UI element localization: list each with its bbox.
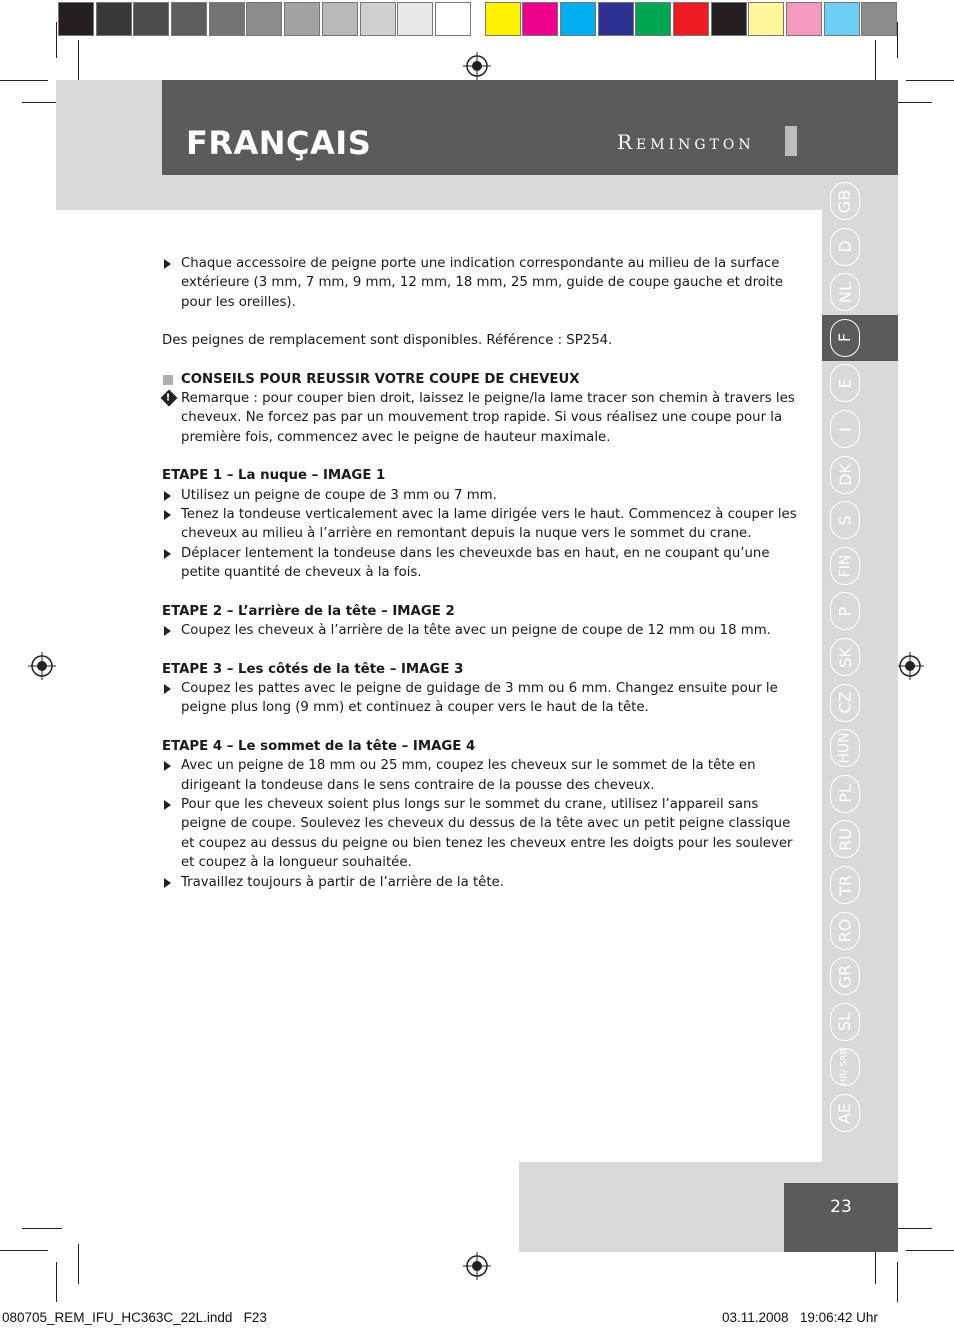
language-tab-label: TR	[835, 874, 855, 896]
list-item: Chaque accessoire de peigne porte une indication correspondante au milieu de la surface extérieure (3 mm, 7 mm, 9 mm, 12 mm, 18 mm, 25 mm, guide de coupe gauche et droite pour les oreilles).	[162, 254, 802, 312]
language-tab-s[interactable]	[830, 501, 860, 539]
color-swatch	[598, 2, 634, 36]
remark-note: ! Remarque : pour couper bien droit, laissez le peigne/la lame tracer son chemin à travers les cheveux. Ne forcez pas par un mouvement trop rapide. Si vous réalisez une coupe pour la première fois, commencez avec le peigne de hauteur maximale.	[162, 389, 802, 447]
list-item: Déplacer lentement la tondeuse dans les cheveuxde bas en haut, en ne coupant qu’une petite quantité de cheveux à la fois.	[162, 544, 802, 583]
color-swatch	[786, 2, 822, 36]
list-item: Coupez les pattes avec le peigne de guidage de 3 mm ou 6 mm. Changez ensuite pour le peigne plus long (9 mm) et continuez à couper vers le haut de la tête.	[162, 679, 802, 718]
language-tab-label: DK	[835, 463, 855, 486]
language-tab-label: RU	[835, 827, 855, 851]
list-item: Coupez les cheveux à l’arrière de la tête avec un peigne de coupe de 12 mm ou 18 mm.	[162, 621, 802, 640]
language-tab-label: E	[835, 378, 855, 389]
page-title: FRANÇAIS	[186, 124, 372, 162]
color-swatch	[560, 2, 596, 36]
language-tab-label: FIN	[837, 554, 853, 578]
color-swatch	[322, 2, 358, 36]
page-header	[162, 80, 898, 175]
language-tab-fin[interactable]	[830, 547, 860, 585]
color-swatch	[748, 2, 784, 36]
language-tab-i[interactable]	[830, 410, 860, 448]
color-swatch	[284, 2, 320, 36]
language-tab-hun[interactable]	[830, 729, 860, 767]
registration-mark-icon	[896, 652, 924, 680]
crop-mark	[892, 1228, 932, 1229]
language-tab-dk[interactable]	[830, 456, 860, 494]
crop-mark	[897, 1262, 898, 1302]
color-swatch	[58, 2, 94, 36]
color-swatch	[522, 2, 558, 36]
language-tab-label: I	[835, 426, 855, 432]
language-tab-nl[interactable]	[830, 273, 860, 311]
language-tab-tr[interactable]	[830, 866, 860, 904]
page-number-box	[784, 1183, 898, 1252]
language-tab-label: D	[835, 240, 855, 253]
language-tab-label: CZ	[835, 691, 855, 714]
language-tab-label: GR	[835, 964, 855, 988]
crop-mark	[78, 1244, 79, 1284]
language-tab-column	[822, 175, 898, 1163]
language-tab-gr[interactable]	[830, 957, 860, 995]
language-tab-pl[interactable]	[830, 775, 860, 813]
crop-mark	[892, 102, 932, 103]
step-3-title: ETAPE 3 – Les côtés de la tête – IMAGE 3	[162, 661, 464, 677]
language-tab-label: PL	[835, 784, 855, 804]
color-swatch	[485, 2, 521, 36]
color-swatch	[711, 2, 747, 36]
language-tab-sk[interactable]	[830, 638, 860, 676]
step-1-title: ETAPE 1 – La nuque – IMAGE 1	[162, 468, 386, 484]
brand-accent-bar	[785, 126, 797, 156]
language-tab-f[interactable]	[830, 319, 860, 357]
language-tab-label: NL	[835, 281, 855, 303]
step-2-title: ETAPE 2 – L’arrière de la tête – IMAGE 2	[162, 603, 455, 619]
main-content	[162, 254, 802, 892]
language-tab-label: SL	[835, 1012, 855, 1032]
language-tab-e[interactable]	[830, 364, 860, 402]
language-tab-label: RO	[835, 918, 855, 943]
color-swatch	[171, 2, 207, 36]
language-tab-label: GB	[835, 189, 855, 213]
list-item: Travaillez toujours à partir de l’arrière de la tête.	[162, 873, 802, 892]
crop-mark	[906, 1250, 954, 1251]
print-timestamp: 03.11.2008 19:06:42 Uhr	[722, 1310, 878, 1325]
replacement-note: Des peignes de remplacement sont disponibles. Référence : SP254.	[162, 333, 613, 349]
language-tab-label: SK	[835, 646, 855, 668]
crop-mark	[56, 1262, 57, 1302]
color-swatch	[635, 2, 671, 36]
language-tab-hrsrb[interactable]	[830, 1048, 860, 1086]
registration-mark-icon	[463, 1252, 491, 1280]
print-file-info: 080705_REM_IFU_HC363C_22L.indd F23	[2, 1310, 267, 1325]
registration-mark-icon	[463, 52, 491, 80]
crop-mark	[0, 1250, 48, 1251]
color-swatch	[397, 2, 433, 36]
page-number: 23	[830, 1197, 852, 1217]
language-tab-label: P	[835, 606, 855, 617]
color-swatch	[209, 2, 245, 36]
color-swatch	[861, 2, 897, 36]
language-tab-sl[interactable]	[830, 1003, 860, 1041]
language-tab-label: HUN	[837, 732, 853, 764]
warning-icon	[161, 390, 178, 407]
list-item: Pour que les cheveux soient plus longs sur le sommet du crane, utilisez l’appareil sans peigne de coupe. Soulevez les cheveux du dessus de la tête avec un petit peigne classique et coupez au dessus du peigne ou bien tenez les cheveux entre les doigts pour les soulever et coupez à la longueur souhaitée.	[162, 795, 802, 873]
language-tab-p[interactable]	[830, 592, 860, 630]
language-tab-gb[interactable]	[830, 182, 860, 220]
color-swatch	[246, 2, 282, 36]
step-4-title: ETAPE 4 – Le sommet de la tête – IMAGE 4	[162, 738, 476, 754]
crop-mark	[906, 80, 954, 81]
language-tab-d[interactable]	[830, 228, 860, 266]
language-tab-label: F	[835, 333, 855, 343]
color-swatch	[673, 2, 709, 36]
language-tab-label: HR/ SRB	[840, 1048, 850, 1086]
list-item: Tenez la tondeuse verticalement avec la lame dirigée vers le haut. Commencez à couper les cheveux au milieu à l’arrière en remontant depuis la nuque vers le sommet du crane.	[162, 505, 802, 544]
list-item: Avec un peigne de 18 mm ou 25 mm, coupez les cheveux sur le sommet de la tête en dirigeant la tondeuse dans le sens contraire de la pousse des cheveux.	[162, 756, 802, 795]
color-swatch	[360, 2, 396, 36]
color-swatch	[435, 2, 471, 36]
crop-mark	[56, 22, 57, 58]
section-title: CONSEILS POUR REUSSIR VOTRE COUPE DE CHEVEUX	[162, 370, 802, 389]
brand-logo: Remington	[617, 130, 755, 154]
language-tab-label: AE	[835, 1102, 855, 1124]
language-tab-ru[interactable]	[830, 820, 860, 858]
color-swatch	[96, 2, 132, 36]
crop-mark	[897, 22, 898, 58]
language-tab-label: S	[835, 515, 855, 526]
registration-mark-icon	[28, 652, 56, 680]
crop-mark	[22, 1228, 62, 1229]
language-tab-ae[interactable]	[830, 1094, 860, 1132]
color-swatch	[133, 2, 169, 36]
language-tab-cz[interactable]	[830, 684, 860, 722]
color-swatch	[824, 2, 860, 36]
color-calibration-bar	[58, 2, 899, 38]
crop-mark	[0, 80, 48, 81]
list-item: Utilisez un peigne de coupe de 3 mm ou 7 mm.	[162, 486, 802, 505]
language-tab-ro[interactable]	[830, 912, 860, 950]
